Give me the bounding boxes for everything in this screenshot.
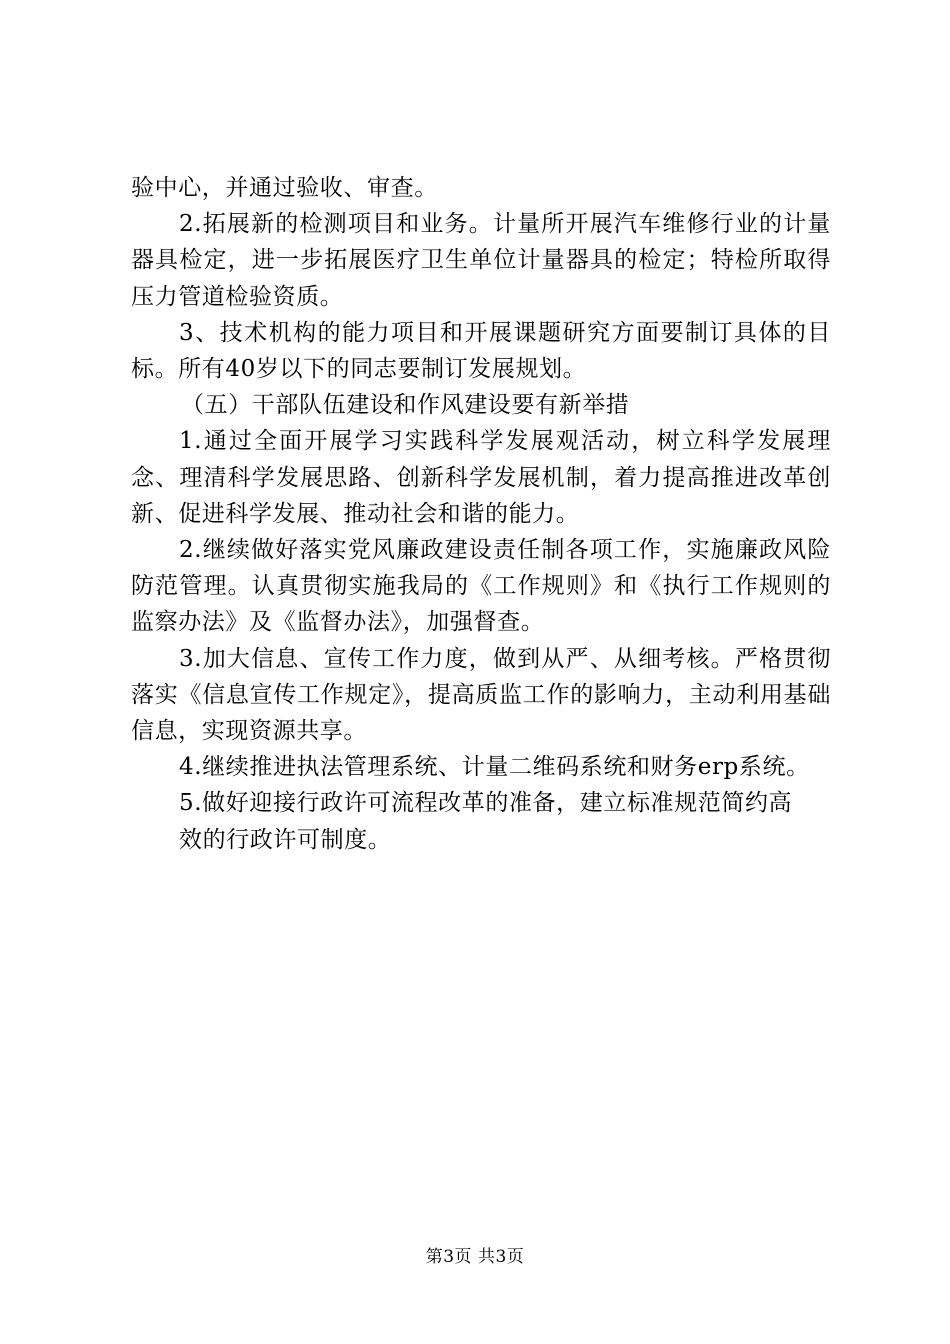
section-heading-five: （五）干部队伍建设和作风建设要有新举措 [181,392,630,419]
paragraph-item-4-systems: 4.继续推进执法管理系统、计量二维码系统和财务erp系统。 [179,754,810,781]
paragraph-item-3-information-publicity: 3.加大信息、宣传工作力度，做到从严、从细考核。严格贯彻落实《信息宣传工作规定》，提高质监工作的影响力，主动利用基础信息，实现资源共享。 [131,645,831,745]
paragraph-continuation: 验中心，并通过验收、审查。 [131,175,438,201]
paragraph-item-5-continuation: 效的行政许可制度。 [179,826,392,853]
paragraph-item-2-anti-corruption: 2.继续做好落实党风廉政建设责任制各项工作，实施廉政风险防范管理。认真贯彻实施我局的《工作规则》和《执行工作规则的监察办法》及《监督办法》，加强督查。 [131,537,831,636]
paragraph-item-5-administrative-license: 5.做好迎接行政许可流程改革的准备，建立标准规范简约高 [179,790,793,817]
paragraph-item-1-scientific-development: 1.通过全面开展学习实践科学发展观活动，树立科学发展理念、理清科学发展思路、创新科学发展机制，着力提高推进改革创新、促进科学发展、推动社会和谐的能力。 [131,428,831,527]
paragraph-item-2-expand-testing: 2.拓展新的检测项目和业务。计量所开展汽车维修行业的计量器具检定，进一步拓展医疗卫生单位计量器具的检定；特检所取得压力管道检验资质。 [131,211,831,310]
paragraph-item-3-technical-capability: 3、技术机构的能力项目和开展课题研究方面要制订具体的目标。所有40岁以下的同志要制订发展规划。 [131,319,831,383]
document-body [131,170,831,858]
page-footer: 第3页 共3页 [425,1247,525,1267]
